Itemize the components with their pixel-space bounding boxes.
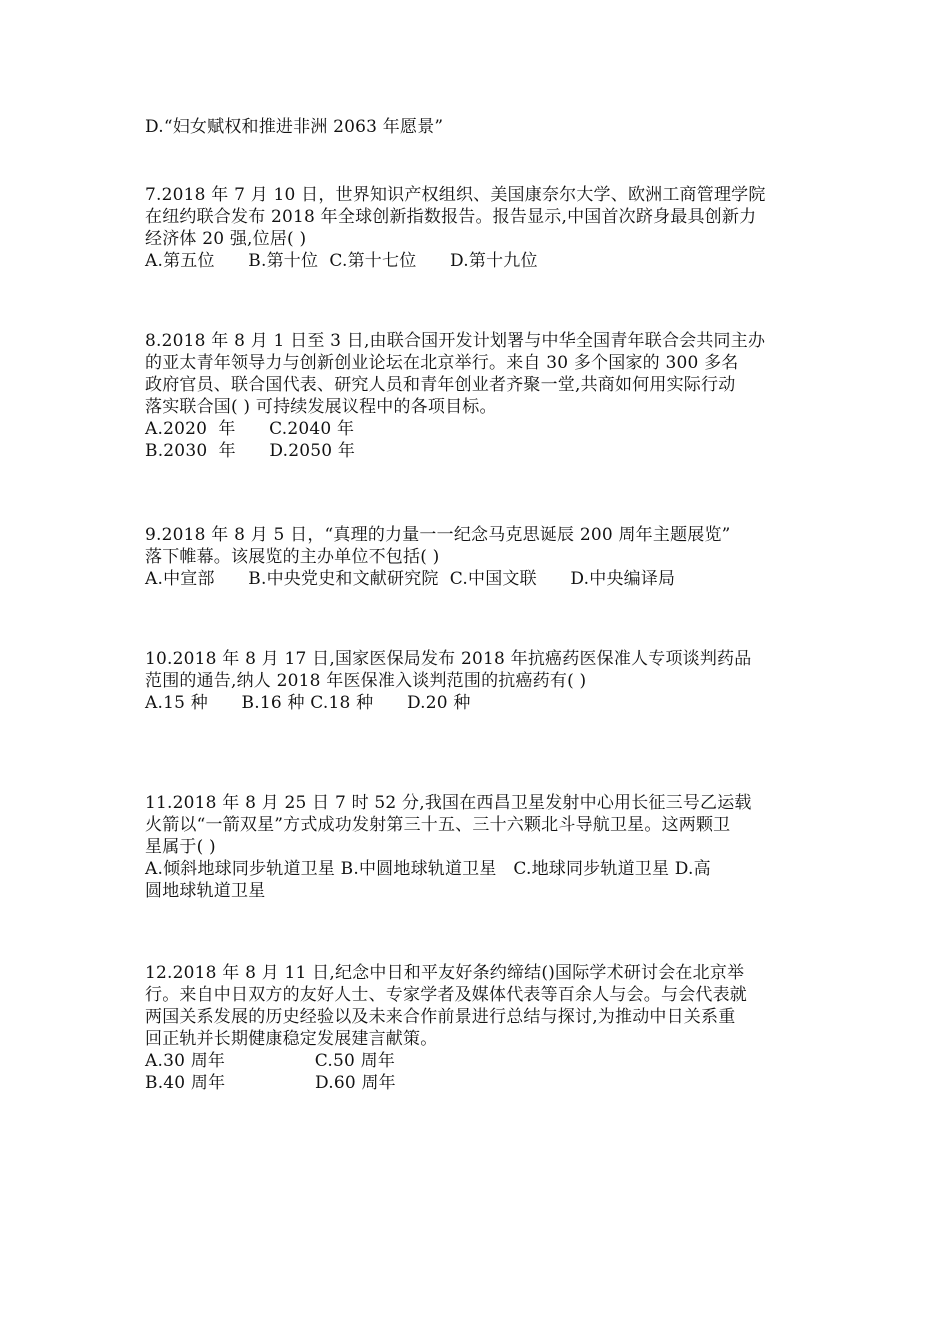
question-9-line-1: 9.2018 年 8 月 5 日，“真理的力量一一纪念马克思诞辰 200 周年主题展览” — [145, 525, 731, 545]
previous-question-option-d: D.“妇女赋权和推进非洲 2063 年愿景” — [145, 117, 444, 137]
question-12-options-row-2: B.40 周年 D.60 周年 — [145, 1073, 396, 1093]
question-8-line-1: 8.2018 年 8 月 1 日至 3 日,由联合国开发计划署与中华全国青年联合会共同主办 — [145, 331, 766, 351]
question-10-line-2: 范围的通告,纳人 2018 年医保准入谈判范围的抗癌药有( ) — [145, 671, 587, 691]
question-12-line-1: 12.2018 年 8 月 11 日,纪念中日和平友好条约缔结()国际学术研讨会在北京举 — [145, 963, 745, 983]
question-8-line-3: 政府官员、联合国代表、研究人员和青年创业者齐聚一堂,共商如何用实际行动 — [145, 375, 736, 395]
question-11-line-1: 11.2018 年 8 月 25 日 7 时 52 分,我国在西昌卫星发射中心用长征三号乙运载 — [145, 793, 752, 813]
question-12-line-2: 行。来自中日双方的友好人士、专家学者及媒体代表等百余人与会。与会代表就 — [145, 985, 747, 1005]
question-10-line-1: 10.2018 年 8 月 17 日,国家医保局发布 2018 年抗癌药医保准人专项谈判药品 — [145, 649, 752, 669]
question-8-line-4: 落实联合国( ) 可持续发展议程中的各项目标。 — [145, 397, 497, 417]
question-7-options: A.第五位 B.第十位 C.第十七位 D.第十九位 — [145, 251, 538, 271]
question-8-options-row-1: A.2020 年 C.2040 年 — [145, 419, 355, 439]
question-10-options: A.15 种 B.16 种 C.18 种 D.20 种 — [145, 693, 471, 713]
question-11-options-row-1: A.倾斜地球同步轨道卫星 B.中圆地球轨道卫星 C.地球同步轨道卫星 D.高 — [145, 859, 711, 879]
question-9-options: A.中宣部 B.中央党史和文献研究院 C.中国文联 D.中央编译局 — [145, 569, 676, 589]
question-8-line-2: 的亚太青年领导力与创新创业论坛在北京举行。来自 30 多个国家的 300 多名 — [145, 353, 739, 373]
question-11-line-2: 火箭以“一箭双星”方式成功发射第三十五、三十六颗北斗导航卫星。这两颗卫 — [145, 815, 731, 835]
question-12-line-4: 回正轨并长期健康稳定发展建言献策。 — [145, 1029, 438, 1049]
question-11-line-3: 星属于( ) — [145, 837, 216, 857]
question-7-line-3: 经济体 20 强,位居( ) — [145, 229, 307, 249]
question-12-line-3: 两国关系发展的历史经验以及未来合作前景进行总结与探讨,为推动中日关系重 — [145, 1007, 736, 1027]
question-12-options-row-1: A.30 周年 C.50 周年 — [145, 1051, 396, 1071]
question-8-options-row-2: B.2030 年 D.2050 年 — [145, 441, 356, 461]
question-9-line-2: 落下帷幕。该展览的主办单位不包括( ) — [145, 547, 440, 567]
question-7-line-2: 在纽约联合发布 2018 年全球创新指数报告。报告显示,中国首次跻身最具创新力 — [145, 207, 757, 227]
question-7-line-1: 7.2018 年 7 月 10 日，世界知识产权组织、美国康奈尔大学、欧洲工商管理学院 — [145, 185, 766, 205]
question-11-options-row-2: 圆地球轨道卫星 — [145, 881, 266, 901]
